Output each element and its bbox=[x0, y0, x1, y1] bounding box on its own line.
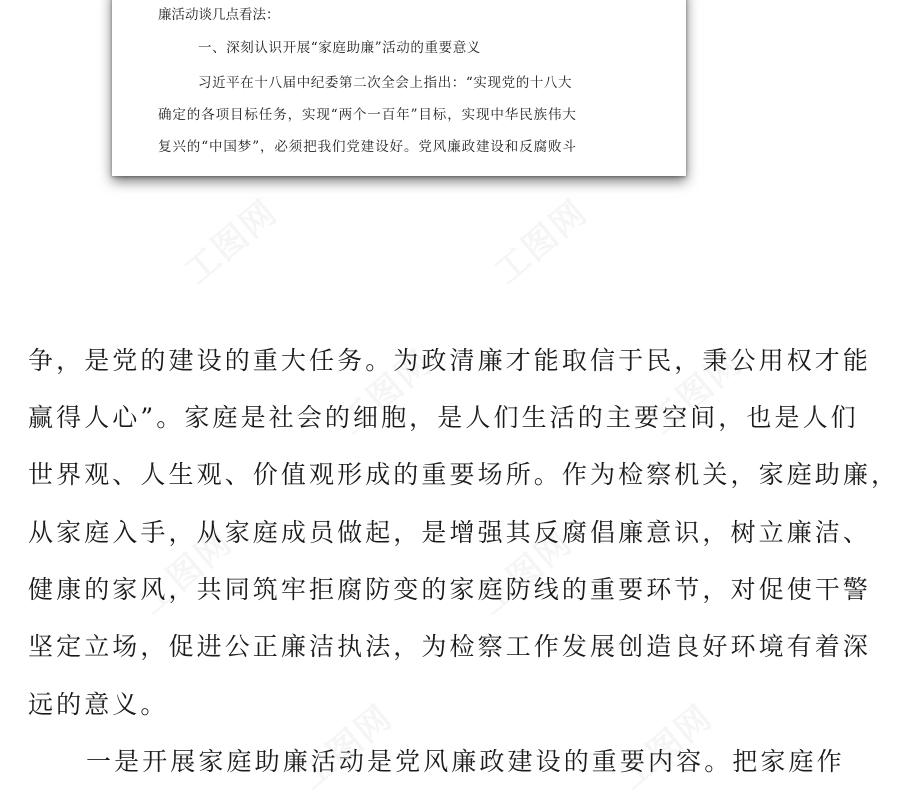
watermark: 工图网 bbox=[472, 522, 581, 623]
watermark: 工图网 bbox=[642, 342, 751, 443]
paragraph-start-line: 一是开展家庭助廉活动是党风廉政建设的重要内容。把家庭作 bbox=[86, 747, 845, 776]
body-text-line: 从家庭入手，从家庭成员做起，是增强其反腐倡廉意识，树立廉洁、 bbox=[28, 518, 872, 547]
body-text-line: 远的意义。 bbox=[28, 690, 169, 719]
body-text-line: 世界观、人生观、价值观形成的重要场所。作为检察机关，家庭助廉， bbox=[28, 460, 899, 489]
watermark: 工图网 bbox=[292, 697, 401, 798]
body-text-line: 争，是党的建设的重大任务。为政清廉才能取信于民，秉公用权才能 bbox=[28, 346, 872, 375]
excerpt-line: 复兴的“中国梦”，必须把我们党建设好。党风廉政建设和反腐败斗 bbox=[158, 139, 577, 155]
watermark: 工图网 bbox=[487, 192, 596, 293]
excerpt-line: 确定的各项目标任务，实现“两个一百年”目标，实现中华民族伟大 bbox=[158, 107, 577, 123]
body-text-line: 坚定立场，促进公正廉洁执法，为检察工作发展创造良好环境有着深 bbox=[28, 632, 872, 661]
body-text-line: 赢得人心”。家庭是社会的细胞，是人们生活的主要空间，也是人们 bbox=[28, 403, 859, 432]
excerpt-line: 习近平在十八届中纪委第二次全会上指出：“实现党的十八大 bbox=[198, 75, 573, 91]
watermark: 工图网 bbox=[132, 522, 241, 623]
watermark: 工图网 bbox=[612, 697, 721, 798]
document-excerpt-card bbox=[112, 0, 686, 176]
watermark: 工图网 bbox=[332, 342, 441, 443]
excerpt-line: 廉活动谈几点看法： bbox=[158, 7, 280, 23]
excerpt-section-heading: 一、深刻认识开展“家庭助廉”活动的重要意义 bbox=[198, 40, 481, 56]
body-text-line: 健康的家风，共同筑牢拒腐防变的家庭防线的重要环节，对促使干警 bbox=[28, 575, 872, 604]
watermark: 工图网 bbox=[177, 192, 286, 293]
